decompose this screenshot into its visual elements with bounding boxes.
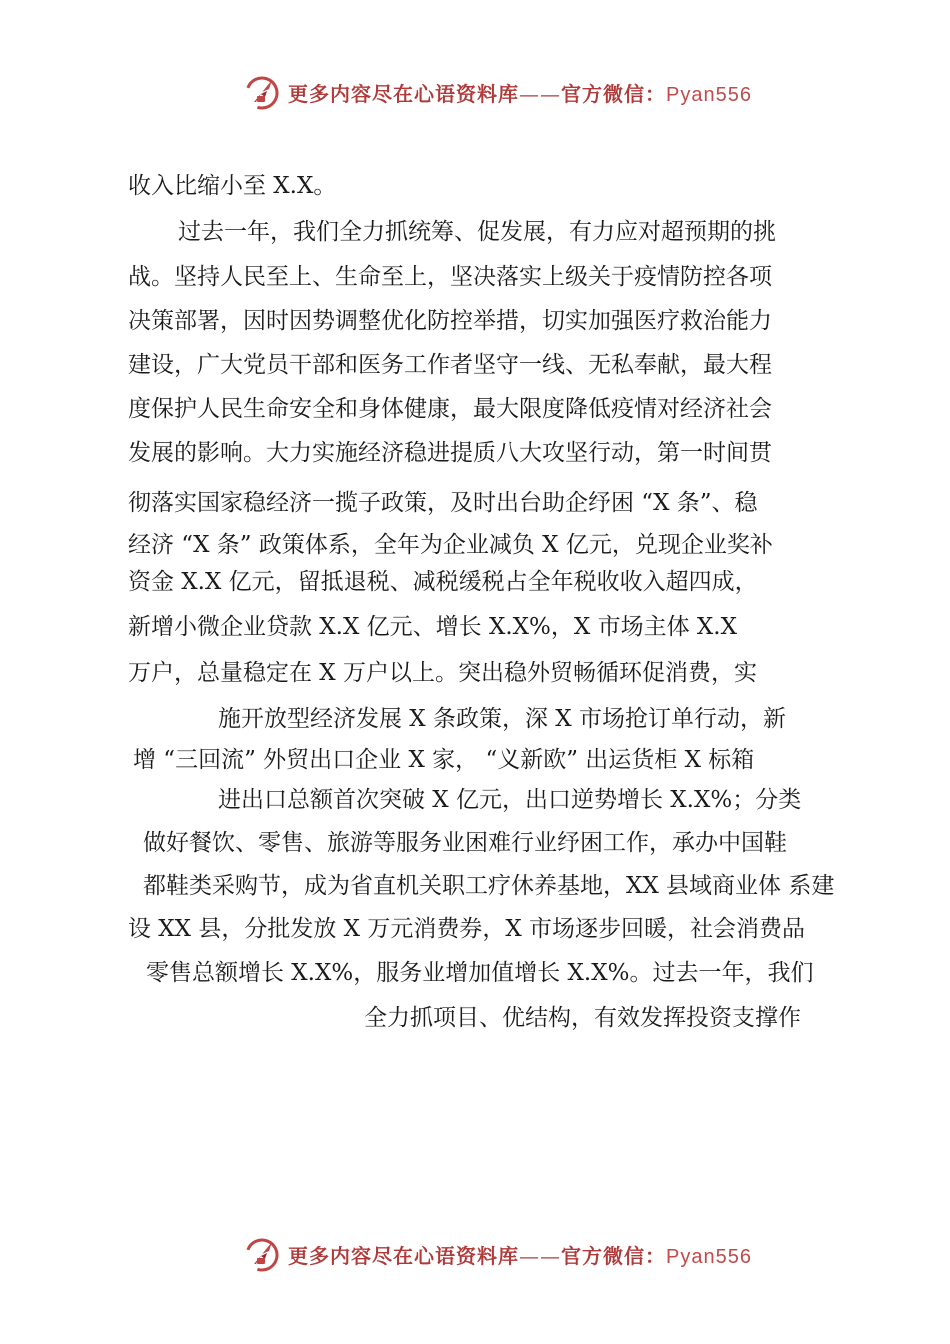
text-line: 做好餐饮、零售、旅游等服务业困难行业纾困工作，承办中国鞋 <box>143 830 787 856</box>
wechat-id: Pyan556 <box>666 83 752 106</box>
wechat-id: Pyan556 <box>666 1245 752 1268</box>
wechat-label: 官方微信： <box>561 1243 666 1268</box>
quill-logo-icon <box>242 72 282 112</box>
text-line: 度保护人民生命安全和身体健康，最大限度降低疫情对经济社会 <box>128 396 772 422</box>
banner-title: 更多内容尽在心语资料库 <box>288 1243 519 1268</box>
banner-separator: —— <box>519 1243 561 1268</box>
text-line: 增 “三回流” 外贸出口企业 X 家， “义新欧” 出运货柜 X 标箱 <box>133 747 755 773</box>
banner-text <box>288 78 752 107</box>
banner-text <box>288 1240 752 1269</box>
text-line: 设 XX 县，分批发放 X 万元消费券，X 市场逐步回暖，社会消费品 <box>128 916 806 942</box>
text-line: 彻落实国家稳经济一揽子政策，及时出台助企纾困 “X 条”、稳 <box>128 490 758 516</box>
quill-logo-icon <box>242 1234 282 1274</box>
text-line: 资金 X.X 亿元，留抵退税、减税缓税占全年税收收入超四成， <box>128 569 758 595</box>
text-line: 过去一年，我们全力抓统筹、促发展，有力应对超预期的挑 <box>178 219 776 245</box>
wechat-label: 官方微信： <box>561 81 666 106</box>
text-line: 发展的影响。大力实施经济稳进提质八大攻坚行动，第一时间贯 <box>128 440 772 466</box>
text-line: 零售总额增长 X.X%，服务业增加值增长 X.X%。过去一年，我们 <box>146 960 814 986</box>
text-line: 都鞋类采购节，成为省直机关职工疗休养基地，XX 县域商业体 系建 <box>143 873 835 899</box>
text-line: 施开放型经济发展 X 条政策，深 X 市场抢订单行动，新 <box>218 706 786 732</box>
text-line: 万户，总量稳定在 X 万户以上。突出稳外贸畅循环促消费，实 <box>128 660 757 686</box>
text-line: 全力抓项目、优结构，有效发挥投资支撑作 <box>364 1005 801 1031</box>
text-line: 战。坚持人民至上、生命至上，坚决落实上级关于疫情防控各项 <box>128 264 772 290</box>
header-banner <box>242 70 752 114</box>
text-line: 收入比缩小至 X.X。 <box>128 173 337 199</box>
text-line: 建设，广大党员干部和医务工作者坚守一线、无私奉献，最大程 <box>128 352 772 378</box>
banner-title: 更多内容尽在心语资料库 <box>288 81 519 106</box>
text-line: 经济 “X 条” 政策体系，全年为企业减负 X 亿元，兑现企业奖补 <box>128 532 773 558</box>
text-line: 决策部署，因时因势调整优化防控举措，切实加强医疗救治能力 <box>128 308 772 334</box>
banner-separator: —— <box>519 81 561 106</box>
footer-banner <box>242 1232 752 1276</box>
text-line: 新增小微企业贷款 X.X 亿元、增长 X.X%，X 市场主体 X.X <box>128 614 737 640</box>
text-line: 进出口总额首次突破 X 亿元，出口逆势增长 X.X%；分类 <box>218 787 802 813</box>
